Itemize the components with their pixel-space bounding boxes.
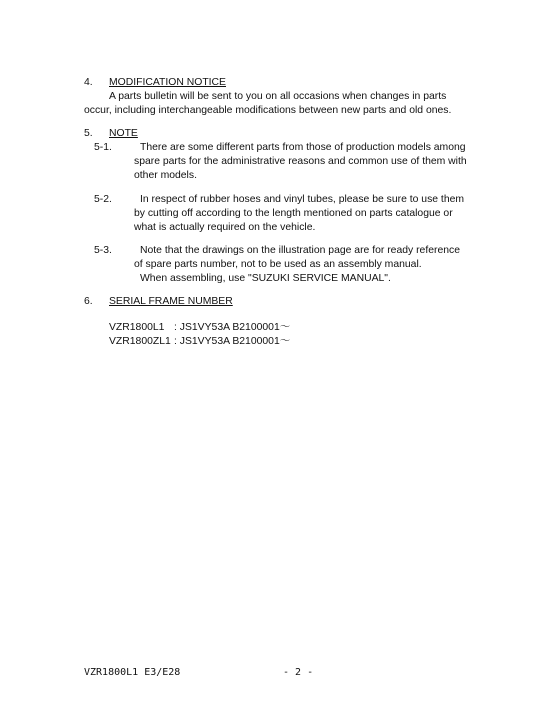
note-item-line: In respect of rubber hoses and vinyl tubes, please be sure to use them: [140, 194, 465, 205]
section-6-title: SERIAL FRAME NUMBER: [109, 296, 233, 307]
section-4-text-line: occur, including interchangeable modifications between new parts and old ones.: [84, 105, 452, 116]
note-item-line: what is actually required on the vehicle.: [134, 222, 316, 233]
serial-model: VZR1800L1: [109, 322, 165, 333]
note-item-line: spare parts for the administrative reasons and common use of them with: [134, 156, 467, 167]
note-item-line: by cutting off according to the length mentioned on parts catalogue or: [134, 208, 453, 219]
note-item-line: of spare parts number, not to be used as an assembly manual.: [134, 259, 422, 270]
footer-model-code: VZR1800L1 E3/E28: [84, 667, 181, 678]
section-6-number: 6.: [84, 296, 93, 307]
note-item-line: When assembling, use "SUZUKI SERVICE MANUAL".: [140, 273, 391, 284]
section-4-text-line: A parts bulletin will be sent to you on all occasions when changes in parts: [109, 91, 447, 102]
section-5-number: 5.: [84, 128, 93, 139]
section-5-title: NOTE: [109, 128, 138, 139]
section-4-title: MODIFICATION NOTICE: [109, 77, 226, 88]
serial-value: : JS1VY53A B2100001～: [174, 322, 291, 333]
note-item-line: There are some different parts from those of production models among: [140, 142, 466, 153]
note-item-number: 5-1.: [94, 142, 112, 153]
note-item-number: 5-3.: [94, 245, 112, 256]
section-4-number: 4.: [84, 77, 93, 88]
note-item-number: 5-2.: [94, 194, 112, 205]
serial-model: VZR1800ZL1: [109, 336, 171, 347]
serial-value: : JS1VY53A B2100001～: [174, 336, 291, 347]
note-item-line: other models.: [134, 170, 197, 181]
note-item-line: Note that the drawings on the illustration page are for ready reference: [140, 245, 460, 256]
page-number: - 2 -: [283, 667, 314, 678]
